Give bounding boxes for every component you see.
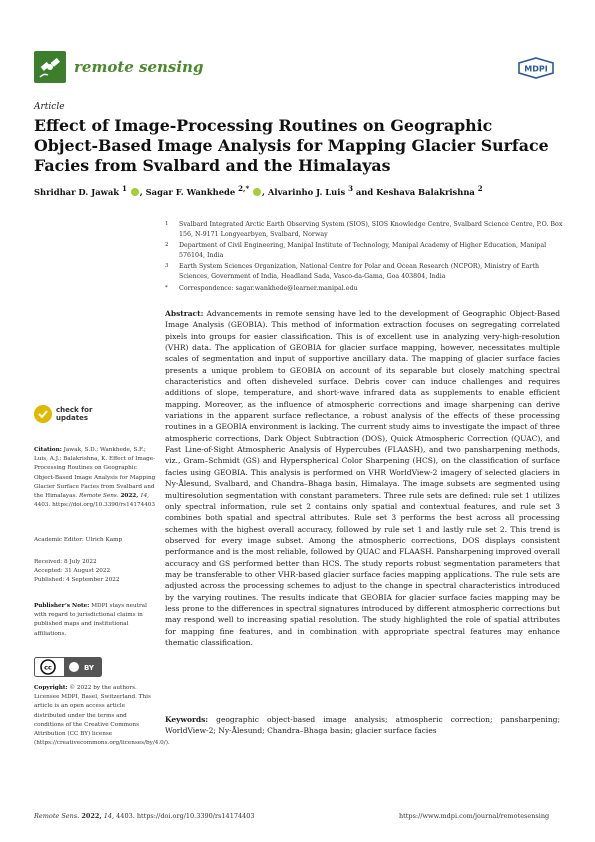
orcid-icon[interactable] [131, 188, 139, 196]
citation-volume: 14, [140, 493, 150, 500]
author-name: Keshava Balakrishna [376, 186, 475, 197]
author-name: Shridhar D. Jawak [34, 186, 120, 197]
author-separator: , [262, 186, 265, 197]
copyright-block [34, 684, 170, 748]
affiliation-item [165, 241, 565, 260]
satellite-icon [34, 51, 66, 83]
publisher-note [34, 602, 156, 639]
author-name: Alvarinho J. Luis [267, 186, 346, 197]
journal-logo [34, 47, 254, 87]
check-for-updates-badge[interactable] [34, 402, 154, 426]
author-and: and [355, 186, 374, 197]
paper-title: Effect of Image-Processing Routines on Geographic Object-Based Image Analysis for Mapping Glacier Surface Facies from Svalbard and the Himalayas [34, 116, 549, 175]
author-affil-sup: 2,* [238, 184, 250, 193]
cc-badge-cc-text: cc [44, 663, 52, 672]
keywords-text: geographic object-based image analysis; atmospheric correction; pansharpening; WorldView-2; Ny-Ålesund; Chandra–Bhaga basin; glacier surface facies [165, 715, 560, 736]
published-date: Published: 4 September 2022 [34, 577, 120, 584]
author-name: Sagar F. Wankhede [145, 186, 236, 197]
author-list [34, 184, 574, 197]
copyright-label: Copyright: [34, 685, 68, 691]
footer-citation [34, 812, 255, 820]
citation-doi[interactable]: 4403. https://doi.org/10.3390/rs14174403 [34, 502, 156, 509]
footer-journal: Remote Sens. [34, 812, 80, 820]
article-type: Article [34, 102, 65, 112]
footer-doi[interactable]: 4403. https://doi.org/10.3390/rs14174403 [116, 812, 255, 820]
accepted-date: Accepted: 31 August 2022 [34, 568, 111, 575]
author-affil-sup: 3 [348, 184, 353, 193]
author-affil-sup: 2 [477, 184, 483, 193]
citation-block [34, 446, 156, 510]
correspondence-text: Correspondence: sagar.wankhede@learner.manipal.edu [179, 284, 358, 292]
mdpi-logo [517, 57, 555, 79]
cc-badge-by-text: BY [83, 664, 95, 672]
check-for-updates-line1: check for [56, 406, 93, 414]
citation-journal: Remote Sens. [79, 493, 119, 500]
check-for-updates-line2: updates [56, 414, 88, 422]
affiliation-text: Svalbard Integrated Arctic Earth Observing System (SIOS), SIOS Knowledge Centre, Svalbard Science Centre, P.O. Box 156, N-9171 Longyearbyen, Svalbard, Norway [179, 221, 563, 238]
keywords-label: Keywords: [165, 715, 209, 724]
dates-block [34, 558, 156, 586]
affiliation-number: 3 [165, 263, 169, 270]
affiliations [165, 220, 565, 295]
affiliation-number: 2 [165, 242, 169, 249]
affiliation-number: * [165, 284, 168, 291]
citation-label: Citation: [34, 447, 62, 453]
received-date: Received: 8 July 2022 [34, 559, 97, 565]
journal-name: remote sensing [74, 58, 204, 76]
mdpi-logo-text: MDPI [524, 64, 548, 74]
affiliation-number: 1 [165, 221, 169, 227]
footer-journal-url[interactable]: https://www.mdpi.com/journal/remotesensing [399, 812, 550, 820]
citation-text: Jawak, S.D.; Wankhede, S.F.; Luis, A.J.; Balakrishna, K. Effect of Image-Processing Routines on Geographic Object-Based Image Analysis for Mapping Glacier Surface Facies from Svalbard and the Himalayas. [34, 447, 156, 500]
author-affil-sup: 1 [121, 184, 127, 193]
affiliation-text: Department of Civil Engineering, Manipal Institute of Technology, Manipal Academy of Higher Education, Manipal 576104, India [179, 242, 547, 259]
affiliation-text: Earth System Sciences Organization, National Centre for Polar and Ocean Research (NCPOR), Ministry of Earth Sciences, Government of India, Headland Sada, Vasco-da-Gama, Goa 403804, India [179, 263, 540, 280]
abstract [165, 308, 560, 648]
keywords [165, 714, 560, 737]
copyright-text: © 2022 by the authors. Licensee MDPI, Basel, Switzerland. This article is an open access article distributed under the terms and conditions of the Creative Commons Attribution (CC BY) license (https://creativecommons.org/licenses/by/4.0/). [34, 685, 170, 747]
check-for-updates-icon [34, 405, 52, 423]
author-separator: , [139, 186, 143, 197]
cc-by-license-icon[interactable] [34, 657, 102, 677]
abstract-text: Advancements in remote sensing have led to the development of Geographic Object-Based Image Analysis (GEOBIA). This method of information extraction focuses on segregating correlated pixels into groups for easier classification. This is of excellent use in analyzing very-high-resolution (VHR) data. The application of GEOBIA for glacier surface mapping, however, necessitates multiple scales of segmentation and input of supportive ancillary data. The mapping of glacier surface facies presents a unique problem to GEOBIA on account of its separable but closely matching spectral characteristics and often disheveled surface. Debris cover can induce challenges and requires additions of slope, temperature, and short-wave infrared data as supplements to enable efficient mapping. Moreover, as the influence of atmospheric corrections and image sharpening can derive variations in the apparent surface reflectance, a robust analysis of the effects of these processing routines in a GEOBIA environment is lacking. The current study aims to investigate the impact of three atmospheric corrections, Dark Object Subtraction (DOS), Quick Atmospheric Correction (QUAC), and Fast Line-of-Sight Atmospheric Analysis of Hypercubes (FLAASH), and two pansharpening methods, viz., Gram–Schmidt (GS) and Hyperspherical Color Sharpening (HCS), on the classification of surface facies using GEOBIA. This analysis is performed on VHR WorldView-2 imagery of selected glaciers in Ny-Ålesund, Svalbard, and Chandra–Bhaga basin, Himalaya. The image subsets are segmented using multiresolution segmentation with constant parameters. Three rule sets are defined: rule set 1 utilizes only spectral information, rule set 2 contains only spatial and contextual features, and rule set 3 combines both spatial and spectral attributes. Rule set 3 performs the best across all processing schemes with the highest overall accuracy, followed by rule set 1 and lastly rule set 2. This trend is observed for every image subset. Among the atmospheric corrections, DOS displays consistent performance and is the most reliable, followed by QUAC and FLAASH. Pansharpening improved overall accuracy and GS performed better than HCS. The study reports robust segmentation parameters that may be transferable to other VHR-based glacier surface facies mapping applications. The rule sets are adjusted across the processing schemes to adjust to the change in spectral characteristics introduced by the varying routines. The results indicate that GEOBIA for glacier surface facies mapping may be less prone to the differences in spectral signatures introduced by different atmospheric corrections but may respond well to increasing spatial resolution. The study highlighted the role of spatial attributes for mapping fine features, and in combination with appropriate spectral features may enhance thematic classification. [165, 309, 560, 647]
footer-volume: 14, [103, 812, 115, 820]
publisher-note-text: MDPI stays neutral with regard to jurisdictional claims in published maps and institutional affiliations. [34, 603, 147, 637]
affiliation-item [165, 220, 565, 239]
correspondence [165, 284, 565, 294]
publisher-note-label: Publisher’s Note: [34, 603, 90, 609]
citation-year: 2022, [120, 493, 139, 500]
orcid-icon[interactable] [253, 188, 261, 196]
abstract-label: Abstract: [165, 309, 204, 318]
academic-editor: Academic Editor: Ulrich Kamp [34, 537, 123, 543]
affiliation-item [165, 262, 565, 281]
footer-year: 2022, [81, 812, 102, 820]
